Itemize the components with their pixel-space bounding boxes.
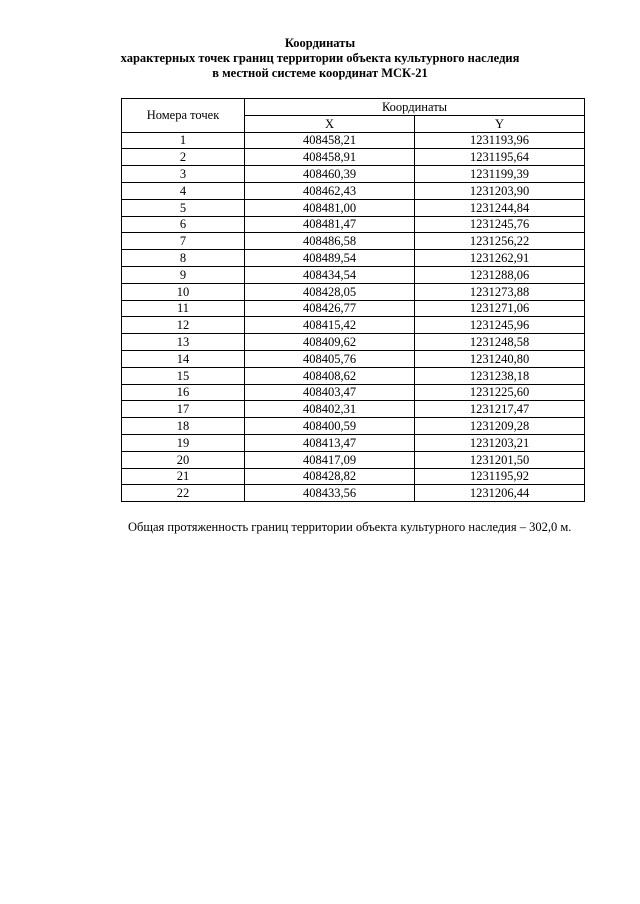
table-row [122, 149, 585, 166]
y-coordinate-cell: 1231248,58 [415, 334, 585, 351]
point-number-cell: 5 [122, 199, 245, 216]
y-coordinate-cell: 1231209,28 [415, 418, 585, 435]
y-coordinate-cell: 1231244,84 [415, 199, 585, 216]
x-coordinate-cell: 408486,58 [245, 233, 415, 250]
x-coordinate-cell: 408405,76 [245, 350, 415, 367]
title-line-1: Координаты [284, 36, 356, 50]
point-number-cell: 20 [122, 451, 245, 468]
x-coordinate-cell: 408413,47 [245, 434, 415, 451]
point-number-cell: 6 [122, 216, 245, 233]
x-coordinate-cell: 408460,39 [245, 166, 415, 183]
x-coordinate-cell: 408458,91 [245, 149, 415, 166]
x-coordinate-cell: 408433,56 [245, 485, 415, 502]
point-number-cell: 2 [122, 149, 245, 166]
x-coordinate-cell: 408402,31 [245, 401, 415, 418]
point-number-cell: 22 [122, 485, 245, 502]
coordinates-table [121, 98, 585, 502]
point-number-cell: 4 [122, 182, 245, 199]
x-coordinate-cell: 408489,54 [245, 250, 415, 267]
table-row [122, 216, 585, 233]
x-coordinate-cell: 408481,47 [245, 216, 415, 233]
x-coordinate-cell: 408403,47 [245, 384, 415, 401]
y-coordinate-cell: 1231273,88 [415, 283, 585, 300]
y-coordinate-cell: 1231245,96 [415, 317, 585, 334]
x-coordinate-cell: 408428,82 [245, 468, 415, 485]
header-point-numbers: Номера точек [122, 99, 245, 133]
y-coordinate-cell: 1231201,50 [415, 451, 585, 468]
point-number-cell: 21 [122, 468, 245, 485]
point-number-cell: 11 [122, 300, 245, 317]
point-number-cell: 10 [122, 283, 245, 300]
point-number-cell: 13 [122, 334, 245, 351]
y-coordinate-cell: 1231195,64 [415, 149, 585, 166]
y-coordinate-cell: 1231240,80 [415, 350, 585, 367]
x-coordinate-cell: 408415,42 [245, 317, 415, 334]
table-row [122, 485, 585, 502]
y-coordinate-cell: 1231206,44 [415, 485, 585, 502]
y-coordinate-cell: 1231245,76 [415, 216, 585, 233]
table-row [122, 434, 585, 451]
y-coordinate-cell: 1231203,21 [415, 434, 585, 451]
point-number-cell: 12 [122, 317, 245, 334]
point-number-cell: 16 [122, 384, 245, 401]
table-row [122, 384, 585, 401]
table-row [122, 250, 585, 267]
header-y: Y [415, 115, 585, 132]
point-number-cell: 18 [122, 418, 245, 435]
y-coordinate-cell: 1231203,90 [415, 182, 585, 199]
point-number-cell: 14 [122, 350, 245, 367]
table-row [122, 468, 585, 485]
title-line-2: характерных точек границ территории объекта культурного наследия [120, 51, 520, 65]
table-row [122, 317, 585, 334]
table-row [122, 401, 585, 418]
x-coordinate-cell: 408462,43 [245, 182, 415, 199]
table-row [122, 233, 585, 250]
title-line-3: в местной системе координат МСК-21 [212, 66, 428, 80]
x-coordinate-cell: 408400,59 [245, 418, 415, 435]
y-coordinate-cell: 1231238,18 [415, 367, 585, 384]
point-number-cell: 9 [122, 266, 245, 283]
x-coordinate-cell: 408417,09 [245, 451, 415, 468]
x-coordinate-cell: 408434,54 [245, 266, 415, 283]
point-number-cell: 7 [122, 233, 245, 250]
y-coordinate-cell: 1231271,06 [415, 300, 585, 317]
point-number-cell: 1 [122, 132, 245, 149]
x-coordinate-cell: 408428,05 [245, 283, 415, 300]
x-coordinate-cell: 408481,00 [245, 199, 415, 216]
table-row [122, 266, 585, 283]
x-coordinate-cell: 408408,62 [245, 367, 415, 384]
table-row [122, 418, 585, 435]
point-number-cell: 3 [122, 166, 245, 183]
header-x: X [245, 115, 415, 132]
table-row [122, 350, 585, 367]
y-coordinate-cell: 1231225,60 [415, 384, 585, 401]
table-row [122, 300, 585, 317]
table-row [122, 199, 585, 216]
x-coordinate-cell: 408426,77 [245, 300, 415, 317]
point-number-cell: 19 [122, 434, 245, 451]
y-coordinate-cell: 1231262,91 [415, 250, 585, 267]
boundary-length-note: Общая протяженность границ территории объекта культурного наследия – 302,0 м. [128, 520, 572, 534]
x-coordinate-cell: 408409,62 [245, 334, 415, 351]
table-row [122, 367, 585, 384]
point-number-cell: 8 [122, 250, 245, 267]
table-row [122, 283, 585, 300]
y-coordinate-cell: 1231195,92 [415, 468, 585, 485]
table-header-row [122, 99, 585, 116]
x-coordinate-cell: 408458,21 [245, 132, 415, 149]
y-coordinate-cell: 1231256,22 [415, 233, 585, 250]
y-coordinate-cell: 1231199,39 [415, 166, 585, 183]
y-coordinate-cell: 1231193,96 [415, 132, 585, 149]
point-number-cell: 15 [122, 367, 245, 384]
header-coordinates: Координаты [245, 99, 585, 116]
y-coordinate-cell: 1231288,06 [415, 266, 585, 283]
table-row [122, 166, 585, 183]
document-title [0, 36, 640, 81]
table-body [122, 132, 585, 502]
table-row [122, 182, 585, 199]
table-row [122, 334, 585, 351]
y-coordinate-cell: 1231217,47 [415, 401, 585, 418]
point-number-cell: 17 [122, 401, 245, 418]
table-row [122, 132, 585, 149]
table-row [122, 451, 585, 468]
